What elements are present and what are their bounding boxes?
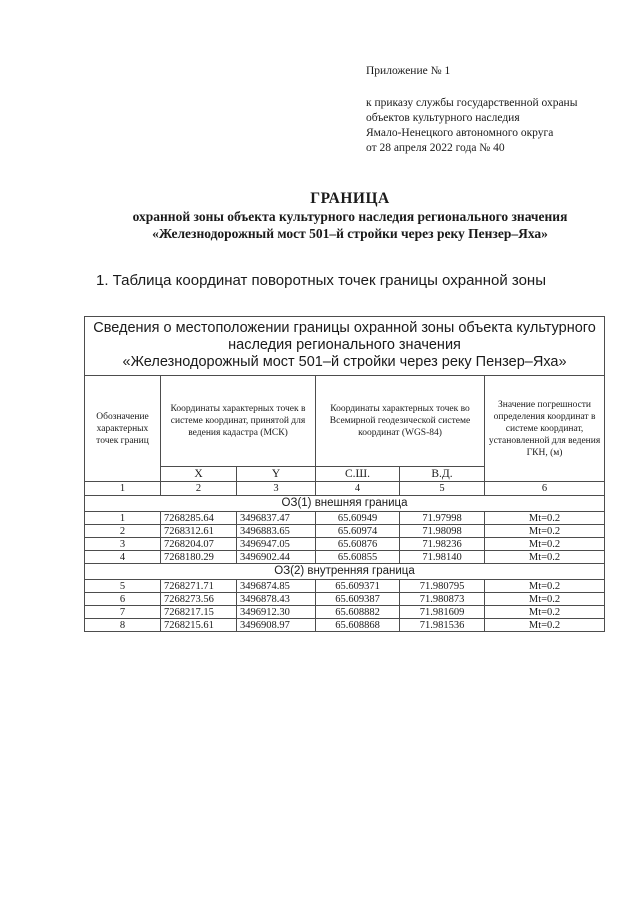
appendix-line: Ямало-Ненецкого автономного округа [366, 127, 554, 139]
x-coordinate: 7268271.71 [161, 580, 237, 593]
x-coordinate: 7268273.56 [161, 593, 237, 606]
column-number: 3 [237, 482, 316, 496]
x-coordinate: 7268285.64 [161, 512, 237, 525]
table-row [85, 551, 605, 564]
longitude: 71.98098 [400, 525, 485, 538]
column-number: 1 [85, 482, 161, 496]
point-number: 6 [85, 593, 161, 606]
accuracy-value: Mt=0.2 [485, 551, 605, 564]
appendix-title: Приложение № 1 [366, 65, 451, 77]
table-row [85, 606, 605, 619]
appendix-block [366, 64, 628, 156]
longitude: 71.980873 [400, 593, 485, 606]
document-subtitle: охранной зоны объекта культурного наследия регионального значения [132, 209, 568, 224]
latitude: 65.608868 [316, 619, 400, 632]
appendix-line: от 28 апреля 2022 года № 40 [366, 142, 505, 154]
table-row [85, 538, 605, 551]
point-number: 2 [85, 525, 161, 538]
zone-name: ОЗ(2) внутренняя граница [85, 564, 605, 580]
subheader-y: Y [237, 467, 316, 482]
longitude: 71.98140 [400, 551, 485, 564]
y-coordinate: 3496837.47 [237, 512, 316, 525]
table-row [85, 593, 605, 606]
x-coordinate: 7268180.29 [161, 551, 237, 564]
accuracy-value: Mt=0.2 [485, 580, 605, 593]
longitude: 71.980795 [400, 580, 485, 593]
document-subtitle: «Железнодорожный мост 501–й стройки через реку Пензер–Яха» [152, 226, 548, 241]
subheader-x: X [161, 467, 237, 482]
latitude: 65.608882 [316, 606, 400, 619]
table-header-row [85, 376, 605, 467]
section-title: 1. Таблица координат поворотных точек границы охранной зоны [96, 272, 546, 289]
y-coordinate: 3496878.43 [237, 593, 316, 606]
accuracy-value: Mt=0.2 [485, 606, 605, 619]
zone-header-row [85, 564, 605, 580]
y-coordinate: 3496908.97 [237, 619, 316, 632]
document-heading [60, 190, 640, 242]
point-number: 4 [85, 551, 161, 564]
column-number: 6 [485, 482, 605, 496]
x-coordinate: 7268215.61 [161, 619, 237, 632]
accuracy-value: Mt=0.2 [485, 525, 605, 538]
longitude: 71.98236 [400, 538, 485, 551]
longitude: 71.981536 [400, 619, 485, 632]
table-row [85, 619, 605, 632]
header-msk-coordinates: Координаты характерных точек в системе координат, принятой для ведения кадастра (МСК) [161, 376, 316, 467]
accuracy-value: Mt=0.2 [485, 593, 605, 606]
column-number-row [85, 482, 605, 496]
column-number: 2 [161, 482, 237, 496]
table-row [85, 525, 605, 538]
accuracy-value: Mt=0.2 [485, 619, 605, 632]
zone-name: ОЗ(1) внешняя граница [85, 496, 605, 512]
latitude: 65.60855 [316, 551, 400, 564]
latitude: 65.609387 [316, 593, 400, 606]
table-row [85, 580, 605, 593]
latitude: 65.60949 [316, 512, 400, 525]
accuracy-value: Mt=0.2 [485, 512, 605, 525]
table-caption [85, 317, 605, 376]
point-number: 3 [85, 538, 161, 551]
caption-line: наследия регионального значения [228, 337, 461, 353]
document-title: ГРАНИЦА [310, 190, 390, 207]
column-number: 5 [400, 482, 485, 496]
header-wgs-coordinates: Координаты характерных точек во Всемирной геодезической системе координат (WGS-84) [316, 376, 485, 467]
zone-header-row [85, 496, 605, 512]
latitude: 65.60876 [316, 538, 400, 551]
y-coordinate: 3496902.44 [237, 551, 316, 564]
longitude: 71.981609 [400, 606, 485, 619]
header-accuracy: Значение погрешности определения координат в системе координат, установленной для ведения ГКН, (м) [485, 376, 605, 482]
subheader-latitude: С.Ш. [316, 467, 400, 482]
appendix-line: к приказу службы государственной охраны [366, 97, 578, 109]
y-coordinate: 3496912.30 [237, 606, 316, 619]
x-coordinate: 7268312.61 [161, 525, 237, 538]
header-point-designation: Обозначение характерных точек границ [85, 376, 161, 482]
point-number: 8 [85, 619, 161, 632]
x-coordinate: 7268204.07 [161, 538, 237, 551]
coordinates-table [84, 316, 605, 632]
subheader-longitude: В.Д. [400, 467, 485, 482]
table-row [85, 512, 605, 525]
y-coordinate: 3496947.05 [237, 538, 316, 551]
point-number: 5 [85, 580, 161, 593]
accuracy-value: Mt=0.2 [485, 538, 605, 551]
appendix-line: объектов культурного наследия [366, 112, 520, 124]
point-number: 7 [85, 606, 161, 619]
y-coordinate: 3496874.85 [237, 580, 316, 593]
table-caption-row [85, 317, 605, 376]
point-number: 1 [85, 512, 161, 525]
longitude: 71.97998 [400, 512, 485, 525]
caption-line: «Железнодорожный мост 501–й стройки через реку Пензер–Яха» [122, 354, 567, 370]
caption-line: Сведения о местоположении границы охранной зоны объекта культурного [93, 320, 596, 336]
x-coordinate: 7268217.15 [161, 606, 237, 619]
column-number: 4 [316, 482, 400, 496]
latitude: 65.60974 [316, 525, 400, 538]
latitude: 65.609371 [316, 580, 400, 593]
y-coordinate: 3496883.65 [237, 525, 316, 538]
